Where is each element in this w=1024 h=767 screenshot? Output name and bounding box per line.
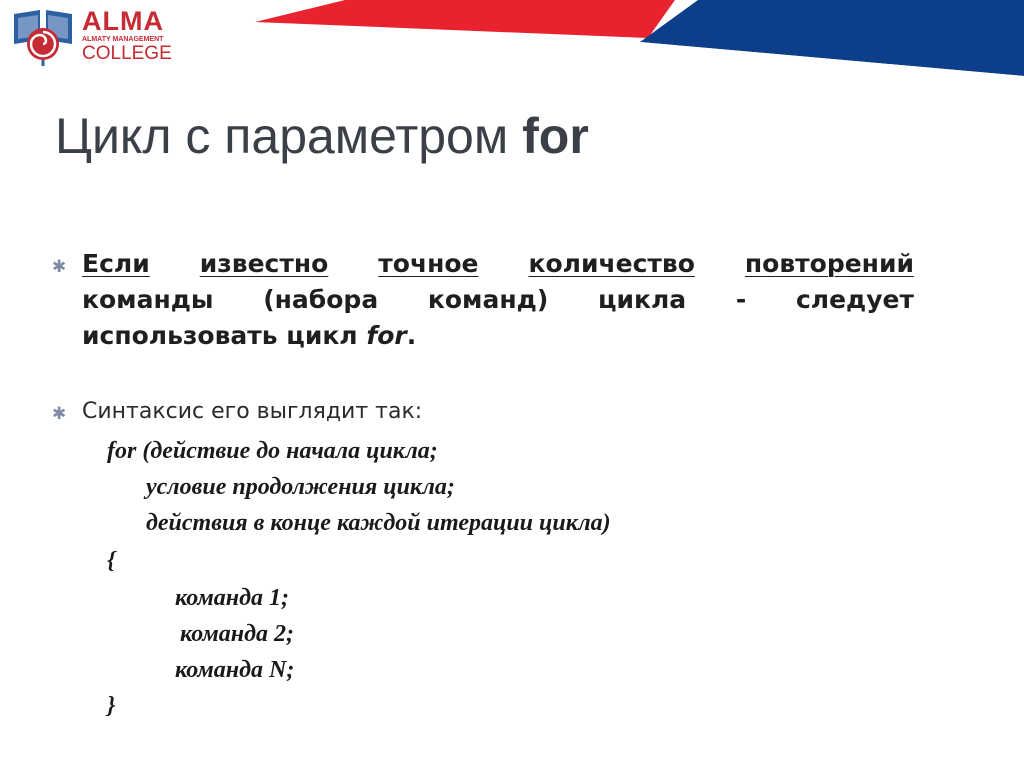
title-keyword: for [522, 108, 589, 164]
bullet-first-line1 [82, 246, 914, 282]
code-close-brace: } [107, 693, 116, 719]
bullet-second: Синтаксис его выглядит так: [82, 399, 423, 424]
code-line-3: действия в конце каждой итерации цикла) [146, 510, 611, 536]
slide-title [55, 106, 589, 166]
word: Если [82, 249, 150, 278]
code-line-2: условие продолжения цикла; [146, 474, 455, 500]
word: точное [378, 249, 479, 278]
word: (набора [263, 285, 379, 314]
title-text: Цикл с параметром [55, 108, 523, 164]
code-command-2: команда 2; [180, 621, 294, 647]
line3-keyword: for [366, 321, 407, 350]
word: - [735, 285, 747, 314]
word: следует [795, 285, 914, 314]
code-command-n: команда N; [175, 657, 295, 683]
code-line-1: for (действие до начала цикла; [107, 438, 438, 464]
book-spiral-logo-icon [10, 6, 76, 66]
bullet-first [82, 246, 914, 354]
logo-alma-text: ALMA [82, 6, 164, 36]
word: команд) [427, 285, 549, 314]
alma-college-logo[interactable] [10, 6, 180, 66]
bullet-first-line3 [82, 318, 914, 354]
word: повторений [744, 249, 914, 278]
bullet-first-line2 [82, 282, 914, 318]
word: количество [528, 249, 695, 278]
line3-end: . [406, 321, 417, 350]
word: известно [199, 249, 329, 278]
code-command-1: команда 1; [175, 585, 289, 611]
line3-text: использовать цикл [82, 321, 367, 350]
asterisk-bullet-icon: ✱ [52, 257, 67, 277]
word: команды [82, 285, 214, 314]
code-open-brace: { [107, 548, 116, 574]
word: цикла [597, 285, 687, 314]
logo-subtitle: ALMATY MANAGEMENT [82, 36, 164, 43]
asterisk-bullet-icon: ✱ [52, 404, 67, 424]
logo-college-text: COLLEGE [82, 43, 172, 64]
